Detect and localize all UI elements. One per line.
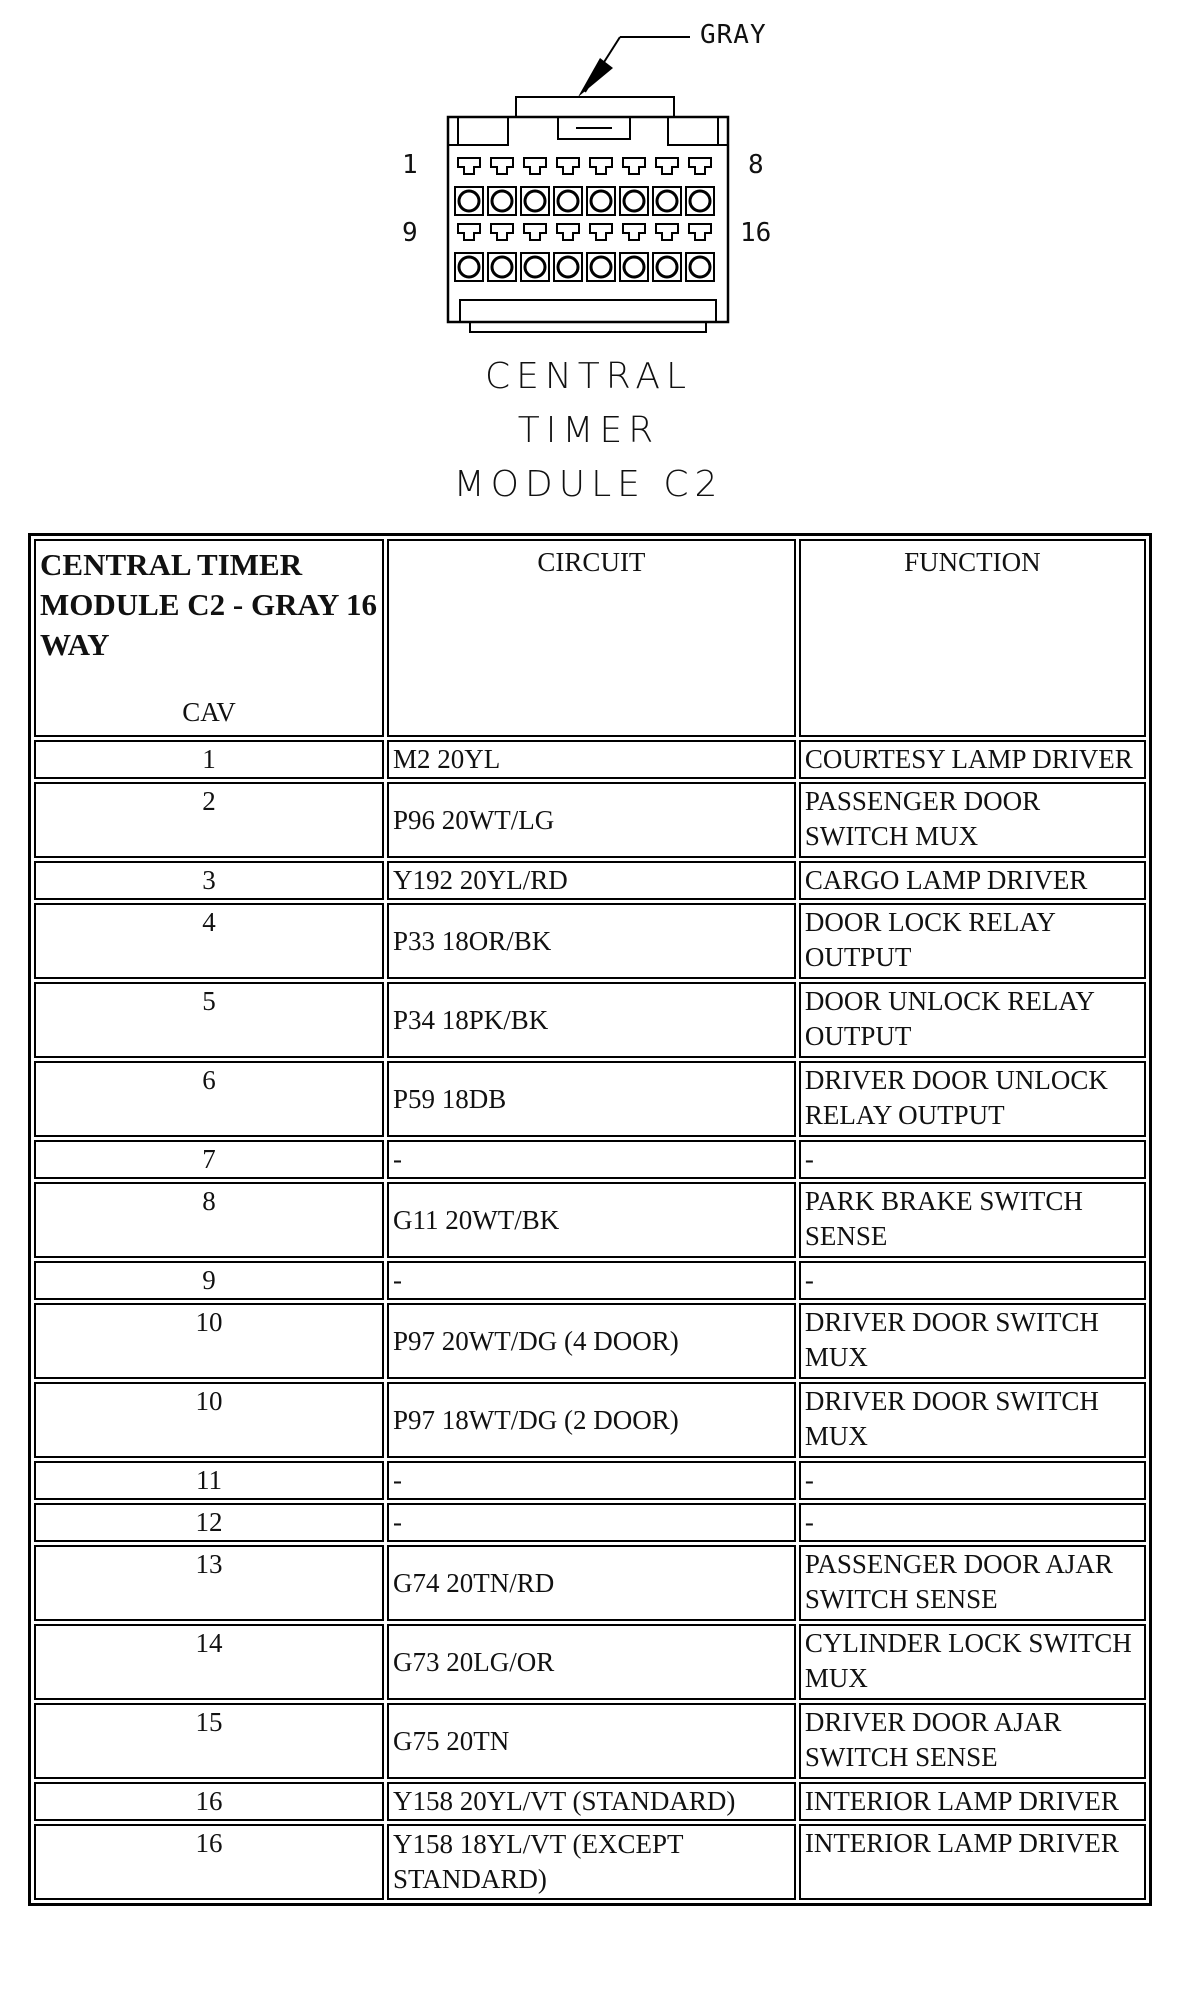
cavity-terminal: [459, 257, 479, 277]
cavity-terminal: [657, 257, 677, 277]
function-cell: INTERIOR LAMP DRIVER: [799, 1824, 1146, 1900]
cavity-latch: [656, 224, 678, 240]
pin-label-top-left: 1: [402, 150, 418, 180]
pin-label-bottom-right: 16: [740, 218, 772, 248]
connector-title-line-1: CENTRAL: [484, 356, 693, 397]
cav-cell: 4: [34, 903, 384, 979]
function-cell: PASSENGER DOOR AJAR SWITCH SENSE: [799, 1545, 1146, 1621]
cavity-latch: [557, 158, 579, 174]
color-label: GRAY: [700, 20, 767, 50]
circuit-cell: G11 20WT/BK: [387, 1182, 796, 1258]
circuit-cell: M2 20YL: [387, 740, 796, 779]
table-row: [34, 1182, 1146, 1258]
function-cell: -: [799, 1140, 1146, 1179]
cav-cell: 13: [34, 1545, 384, 1621]
cavity-latch: [623, 224, 645, 240]
function-cell: -: [799, 1503, 1146, 1542]
table-row: [34, 782, 1146, 858]
cav-column-heading: CAV: [182, 697, 236, 727]
table-row: [34, 1503, 1146, 1542]
circuit-cell: Y158 20YL/VT (STANDARD): [387, 1782, 796, 1821]
cav-cell: 9: [34, 1261, 384, 1300]
circuit-header-cell: [387, 539, 796, 737]
function-cell: DOOR LOCK RELAY OUTPUT: [799, 903, 1146, 979]
cavity-latch: [524, 224, 546, 240]
function-cell: DRIVER DOOR SWITCH MUX: [799, 1303, 1146, 1379]
table-row: [34, 1824, 1146, 1900]
cavity-terminal: [624, 191, 644, 211]
function-cell: -: [799, 1461, 1146, 1500]
table-row: [34, 1461, 1146, 1500]
pin-label-top-right: 8: [748, 150, 764, 180]
cav-cell: 16: [34, 1824, 384, 1900]
cavity-latch: [623, 158, 645, 174]
table-body: [34, 740, 1146, 1900]
table-row: [34, 1303, 1146, 1379]
cavity-terminal: [492, 257, 512, 277]
connector-diagram: [0, 0, 1177, 520]
cav-cell: 3: [34, 861, 384, 900]
circuit-cell: -: [387, 1261, 796, 1300]
cavity-latch: [491, 224, 513, 240]
circuit-cell: -: [387, 1503, 796, 1542]
circuit-cell: P33 18OR/BK: [387, 903, 796, 979]
cavity-latch: [590, 224, 612, 240]
table-row: [34, 740, 1146, 779]
table-row: [34, 1624, 1146, 1700]
circuit-cell: P59 18DB: [387, 1061, 796, 1137]
cavity-latch: [458, 224, 480, 240]
function-cell: DRIVER DOOR SWITCH MUX: [799, 1382, 1146, 1458]
cavity-latch: [557, 224, 579, 240]
table-row: [34, 1261, 1146, 1300]
cav-cell: 10: [34, 1303, 384, 1379]
table-row: [34, 1545, 1146, 1621]
cav-cell: 10: [34, 1382, 384, 1458]
cav-cell: 16: [34, 1782, 384, 1821]
pinout-table: [28, 533, 1152, 1906]
cav-cell: 14: [34, 1624, 384, 1700]
cav-cell: 7: [34, 1140, 384, 1179]
connector-name-heading: CENTRAL TIMER MODULE C2 - GRAY 16 WAY: [40, 547, 377, 662]
cavity-latch: [524, 158, 546, 174]
cavity-terminal: [591, 257, 611, 277]
gray-pointer-arrowhead: [578, 58, 613, 97]
circuit-cell: P96 20WT/LG: [387, 782, 796, 858]
table-row: [34, 1382, 1146, 1458]
cavity-terminal: [492, 191, 512, 211]
connector-title-line-2: TIMER: [517, 410, 660, 451]
cavity-latch: [590, 158, 612, 174]
cav-cell: 11: [34, 1461, 384, 1500]
cav-cell: 12: [34, 1503, 384, 1542]
function-cell: PASSENGER DOOR SWITCH MUX: [799, 782, 1146, 858]
cav-cell: 8: [34, 1182, 384, 1258]
cavity-terminal: [525, 191, 545, 211]
circuit-cell: G74 20TN/RD: [387, 1545, 796, 1621]
circuit-cell: -: [387, 1461, 796, 1500]
circuit-cell: P97 20WT/DG (4 DOOR): [387, 1303, 796, 1379]
cav-cell: 5: [34, 982, 384, 1058]
cavity-terminal: [558, 257, 578, 277]
cavity-terminal: [624, 257, 644, 277]
cavity-terminal: [459, 191, 479, 211]
cavity-latch: [689, 224, 711, 240]
table-row: [34, 1703, 1146, 1779]
header-connector-cell: [34, 539, 384, 737]
cavity-terminal: [690, 191, 710, 211]
table-row: [34, 1061, 1146, 1137]
cavity-grid: [455, 158, 714, 281]
cavity-terminal: [657, 191, 677, 211]
cavity-terminal: [591, 191, 611, 211]
connector-body: [448, 117, 728, 322]
table-row: [34, 1140, 1146, 1179]
function-cell: CYLINDER LOCK SWITCH MUX: [799, 1624, 1146, 1700]
cav-cell: 2: [34, 782, 384, 858]
table-row: [34, 1782, 1146, 1821]
cavity-latch: [689, 158, 711, 174]
circuit-cell: P97 18WT/DG (2 DOOR): [387, 1382, 796, 1458]
table-row: [34, 982, 1146, 1058]
function-cell: INTERIOR LAMP DRIVER: [799, 1782, 1146, 1821]
function-header-cell: [799, 539, 1146, 737]
table-row: [34, 903, 1146, 979]
circuit-cell: P34 18PK/BK: [387, 982, 796, 1058]
table-row: [34, 861, 1146, 900]
function-cell: DRIVER DOOR UNLOCK RELAY OUTPUT: [799, 1061, 1146, 1137]
circuit-cell: G73 20LG/OR: [387, 1624, 796, 1700]
connector-title-line-3: MODULE C2: [453, 464, 724, 505]
function-cell: CARGO LAMP DRIVER: [799, 861, 1146, 900]
circuit-column-heading: CIRCUIT: [537, 547, 646, 577]
circuit-cell: G75 20TN: [387, 1703, 796, 1779]
function-cell: -: [799, 1261, 1146, 1300]
circuit-cell: Y158 18YL/VT (EXCEPT STANDARD): [387, 1824, 796, 1900]
cav-cell: 15: [34, 1703, 384, 1779]
table-header-row: [34, 539, 1146, 737]
cavity-terminal: [558, 191, 578, 211]
circuit-cell: Y192 20YL/RD: [387, 861, 796, 900]
cavity-latch: [458, 158, 480, 174]
cavity-terminal: [525, 257, 545, 277]
cavity-latch: [491, 158, 513, 174]
cav-cell: 6: [34, 1061, 384, 1137]
function-cell: DOOR UNLOCK RELAY OUTPUT: [799, 982, 1146, 1058]
function-cell: DRIVER DOOR AJAR SWITCH SENSE: [799, 1703, 1146, 1779]
function-column-heading: FUNCTION: [904, 547, 1041, 577]
function-cell: COURTESY LAMP DRIVER: [799, 740, 1146, 779]
cav-cell: 1: [34, 740, 384, 779]
function-cell: PARK BRAKE SWITCH SENSE: [799, 1182, 1146, 1258]
cavity-latch: [656, 158, 678, 174]
circuit-cell: -: [387, 1140, 796, 1179]
pin-label-bottom-left: 9: [402, 218, 418, 248]
cavity-terminal: [690, 257, 710, 277]
